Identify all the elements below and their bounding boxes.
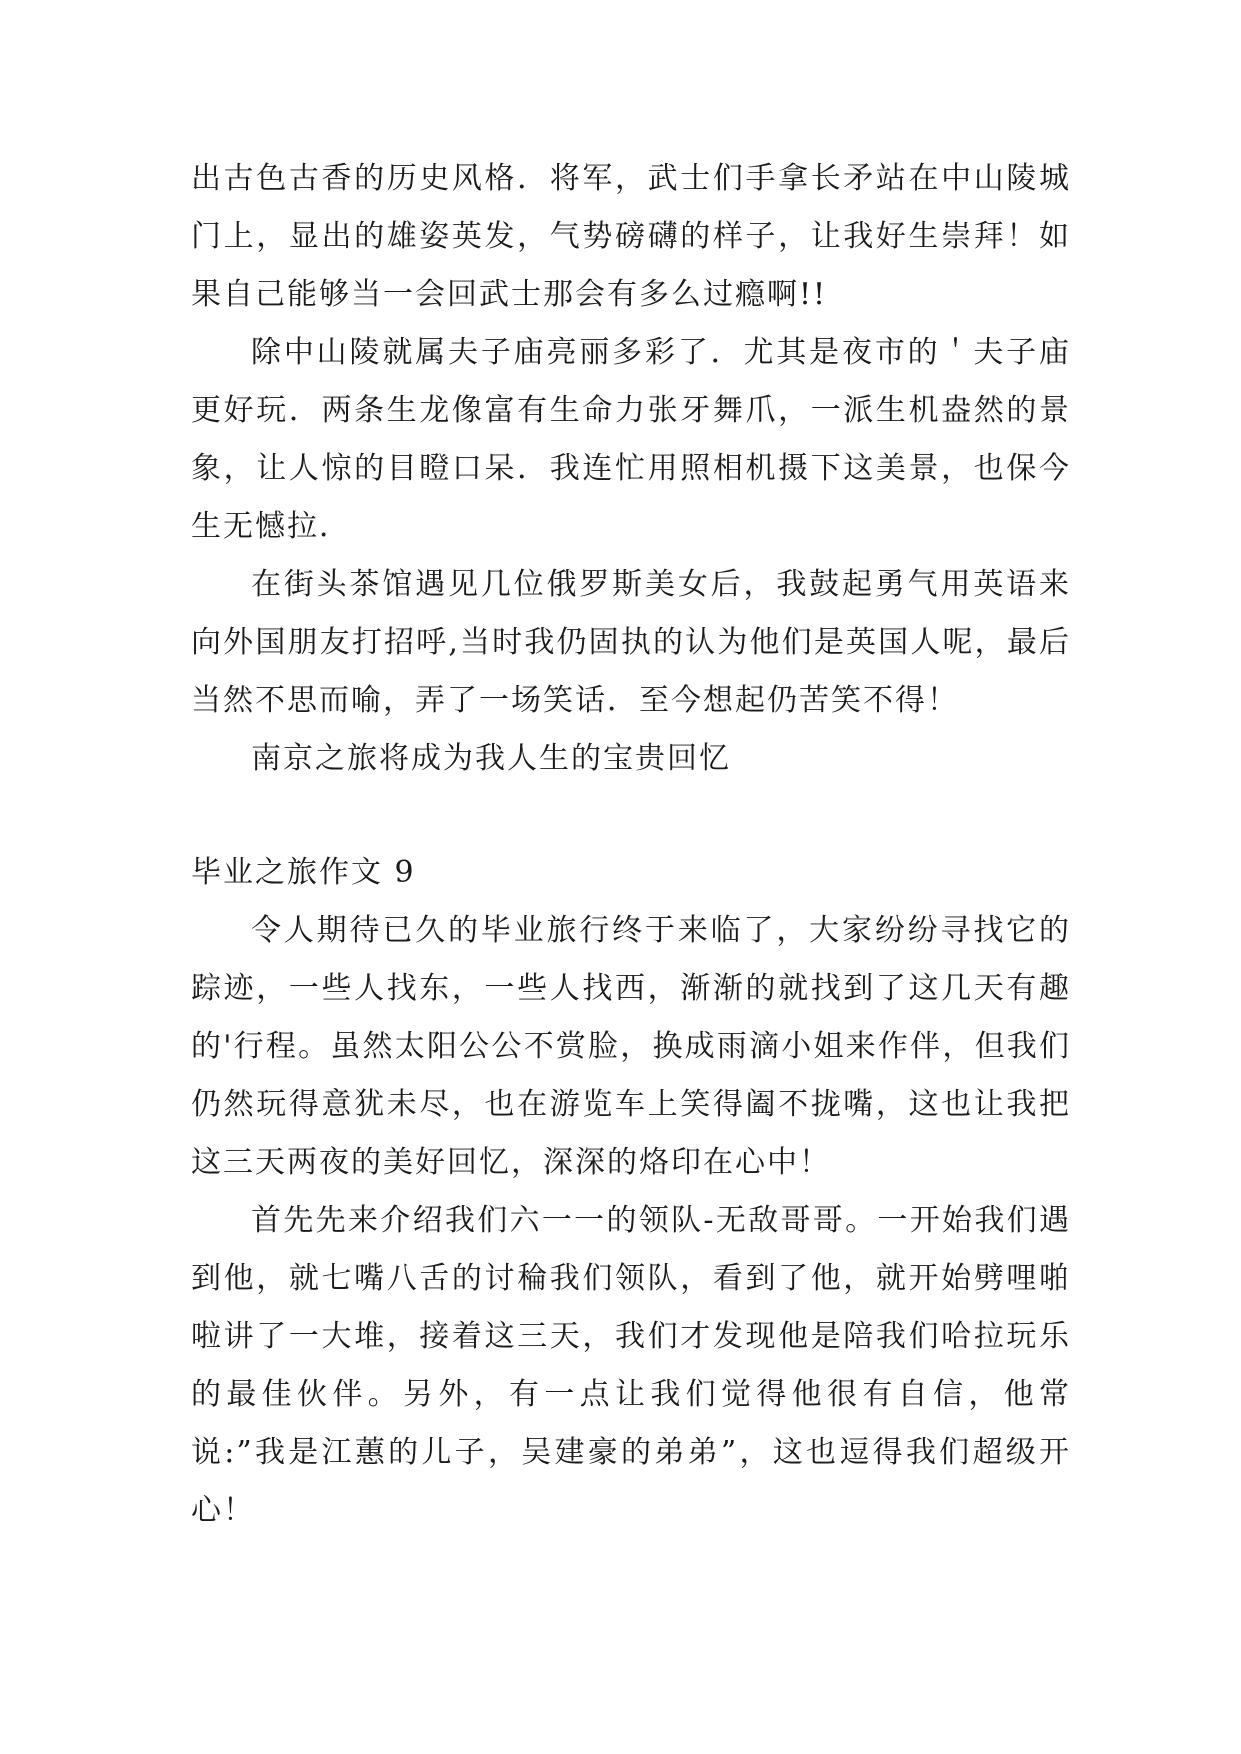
paragraph: 在街头茶馆遇见几位俄罗斯美女后，我鼓起勇气用英语来向外国朋友打招呼,当时我仍固执的认为他们是英国人呢，最后当然不思而喻，弄了一场笑话．至今想起仍苦笑不得！ bbox=[191, 567, 1071, 718]
document-page bbox=[191, 150, 1071, 1540]
paragraph-continuation: 出古色古香的历史风格．将军，武士们手拿长矛站在中山陵城门上，显出的雄姿英发，气势磅礴的样子，让我好生崇拜！如果自己能够当一会回武士那会有多么过瘾啊!! bbox=[191, 161, 1071, 312]
paragraph: 南京之旅将成为我人生的宝贵回忆 bbox=[251, 741, 731, 776]
section-heading: 毕业之旅作文 9 bbox=[191, 855, 416, 890]
paragraph: 除中山陵就属夫子庙亮丽多彩了．尤其是夜市的＇夫子庙更好玩．两条生龙像富有生命力张牙舞爪，一派生机盎然的景象，让人惊的目瞪口呆．我连忙用照相机摄下这美景，也保今生无憾拉． bbox=[191, 335, 1071, 544]
paragraph: 令人期待已久的毕业旅行终于来临了，大家纷纷寻找它的踪迹，一些人找东，一些人找西，渐渐的就找到了这几天有趣的'行程。虽然太阳公公不赏脸，换成雨滴小姐来作伴，但我们仍然玩得意犹未尽，也在游览车上笑得阖不拢嘴，这也让我把这三天两夜的美好回忆，深深的烙印在心中！ bbox=[191, 913, 1071, 1180]
paragraph: 首先先来介绍我们六一一的领队-无敌哥哥。一开始我们遇到他，就七嘴八舌的讨稐我们领队，看到了他，就开始劈哩啪啦讲了一大堆，接着这三天，我们才发现他是陪我们哈拉玩乐的最佳伙伴。另外，有一点让我们觉得他很有自信，他常说:”我是江蕙的儿子，吴建豪的弟弟”，这也逗得我们超级开心！ bbox=[191, 1203, 1071, 1528]
